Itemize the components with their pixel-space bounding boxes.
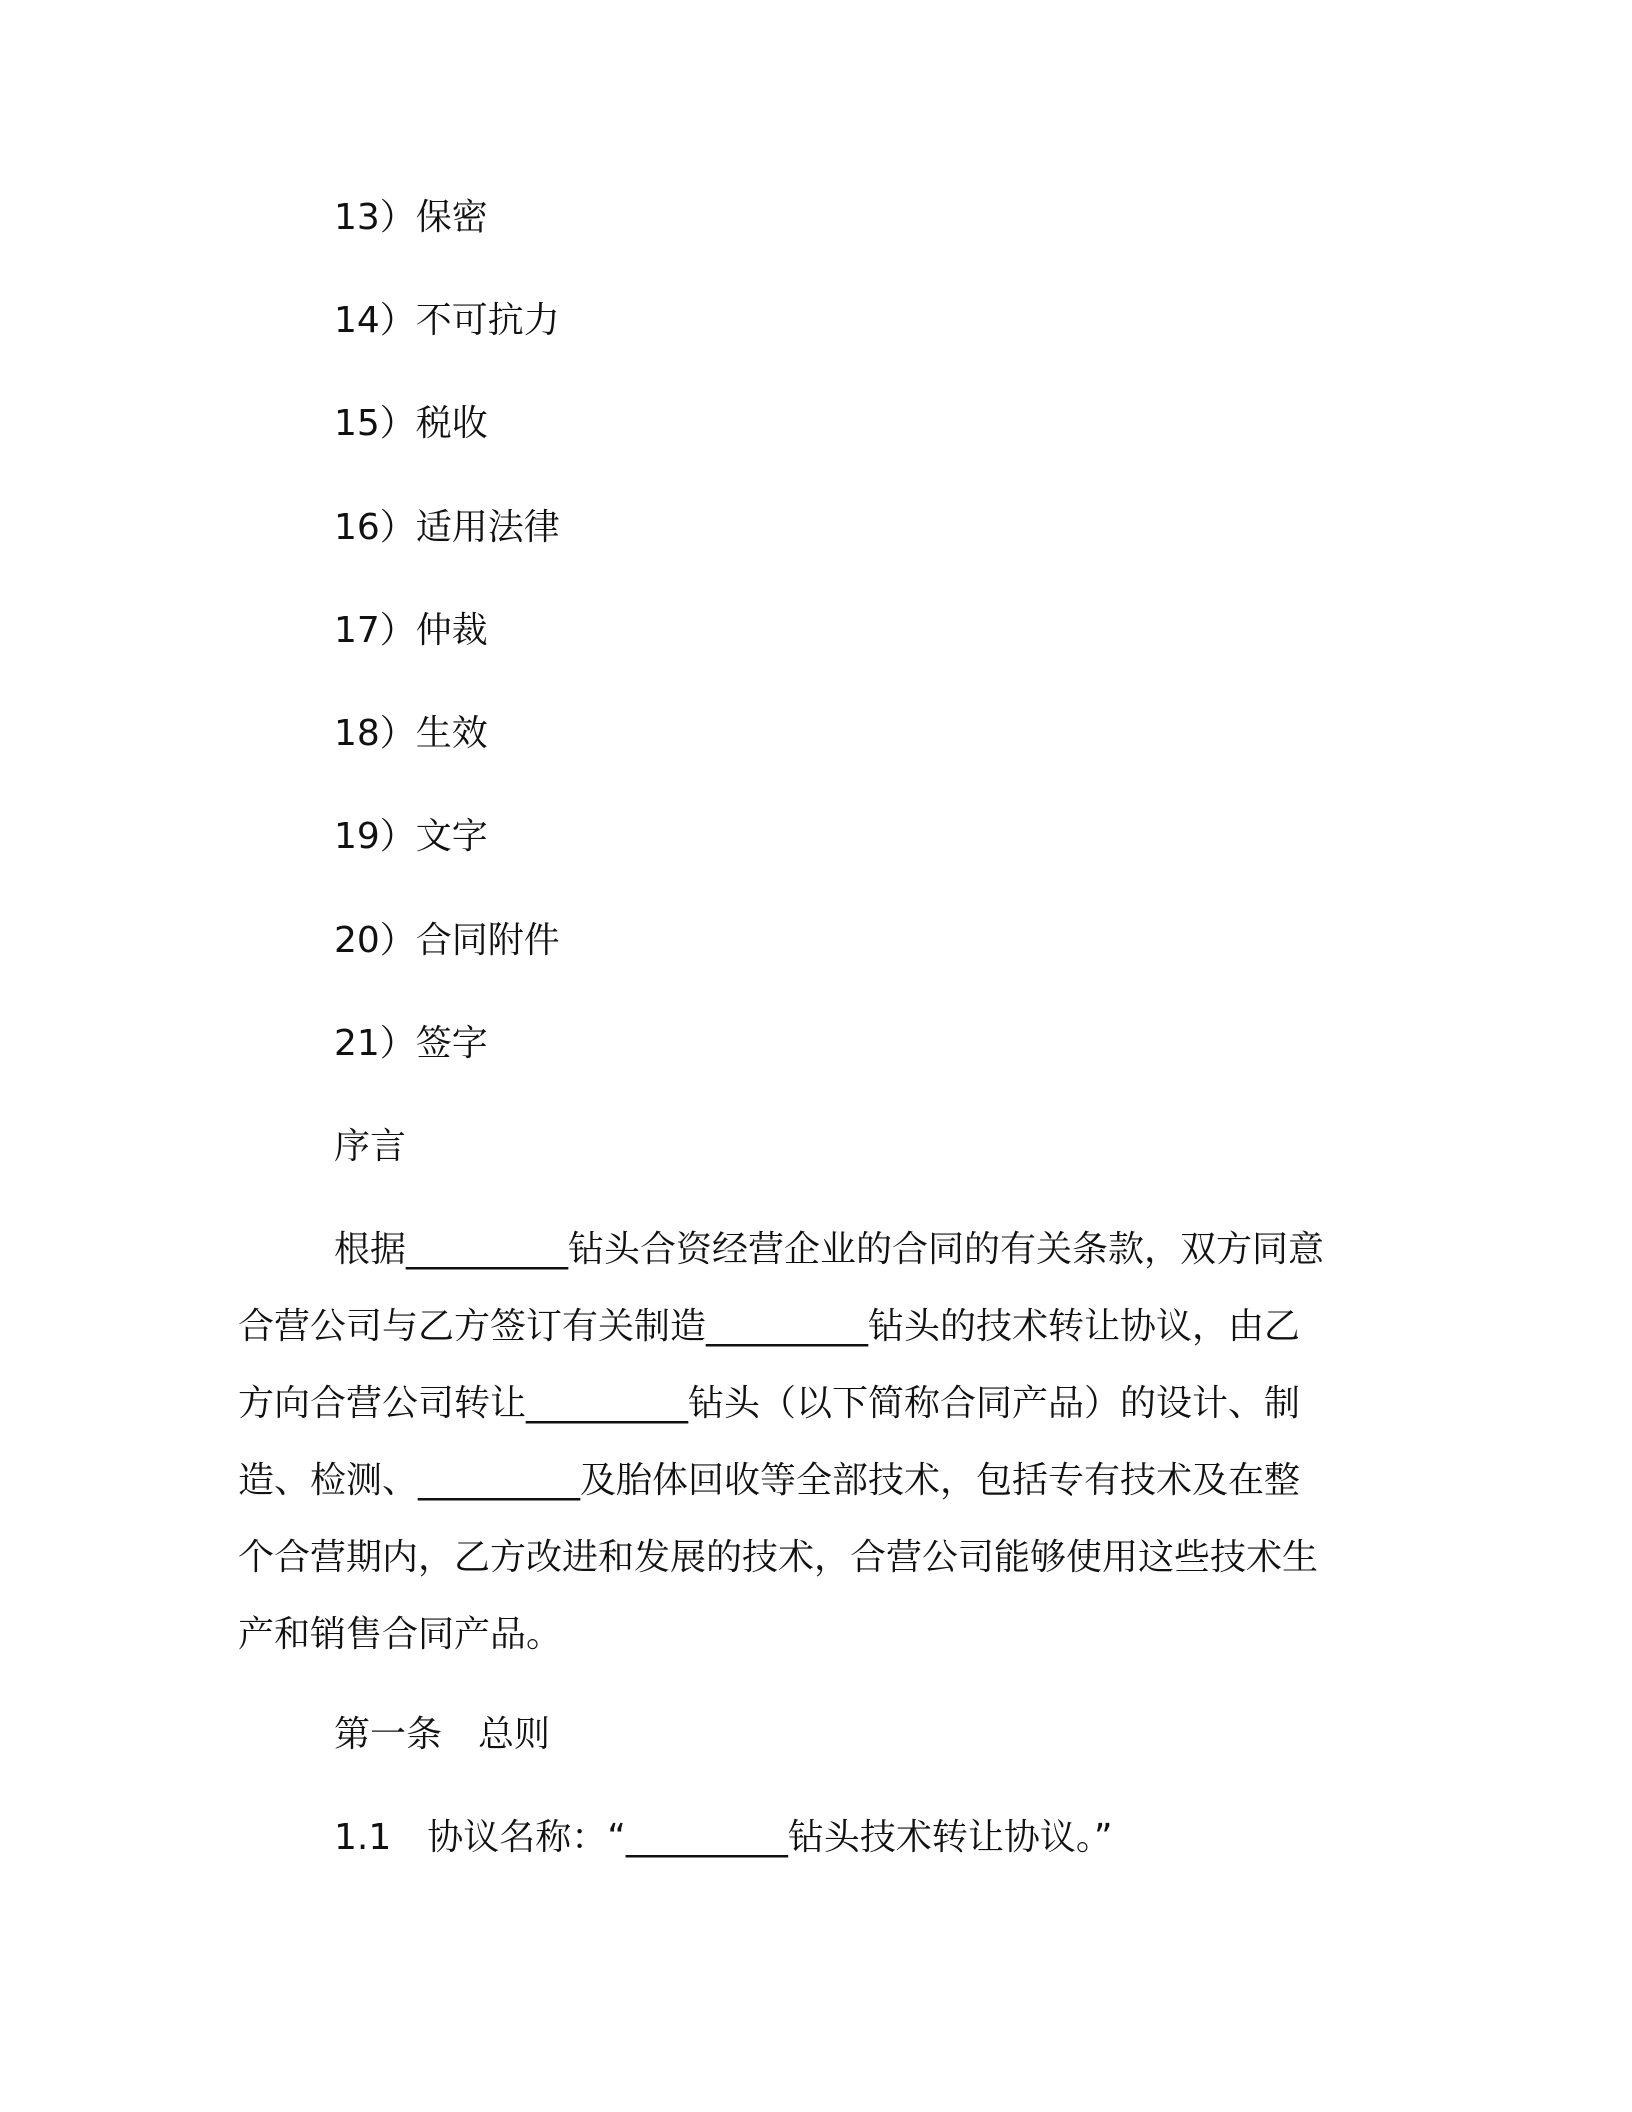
preface-line: 造、检测、_________及胎体回收等全部技术，包括专有技术及在整 [238,1460,1301,1501]
preface-heading: 序言 [334,1126,407,1167]
article-heading: 第一条 总则 [334,1714,551,1755]
toc-item: 16）适用法律 [334,507,560,548]
preface-line: 产和销售合同产品。 [238,1614,563,1655]
toc-item: 13）保密 [334,197,488,238]
toc-item: 17）仲裁 [334,610,488,651]
toc-item: 18）生效 [334,713,488,754]
toc-item: 21）签字 [334,1023,488,1064]
toc-item: 19）文字 [334,816,488,857]
preface-line: 个合营期内，乙方改进和发展的技术，合营公司能够使用这些技术生 [238,1537,1319,1578]
toc-item: 15）税收 [334,403,488,444]
clause-1-1: 1.1 协议名称：“_________钻头技术转让协议。” [334,1817,1113,1858]
preface-line: 合营公司与乙方签订有关制造_________钻头的技术转让协议，由乙 [238,1306,1301,1347]
preface-line: 方向合营公司转让_________钻头（以下简称合同产品）的设计、制 [238,1383,1301,1424]
toc-item: 20）合同附件 [334,920,560,961]
toc-item: 14）不可抗力 [334,300,560,341]
preface-line: 根据_________钻头合资经营企业的合同的有关条款，双方同意 [334,1229,1325,1270]
